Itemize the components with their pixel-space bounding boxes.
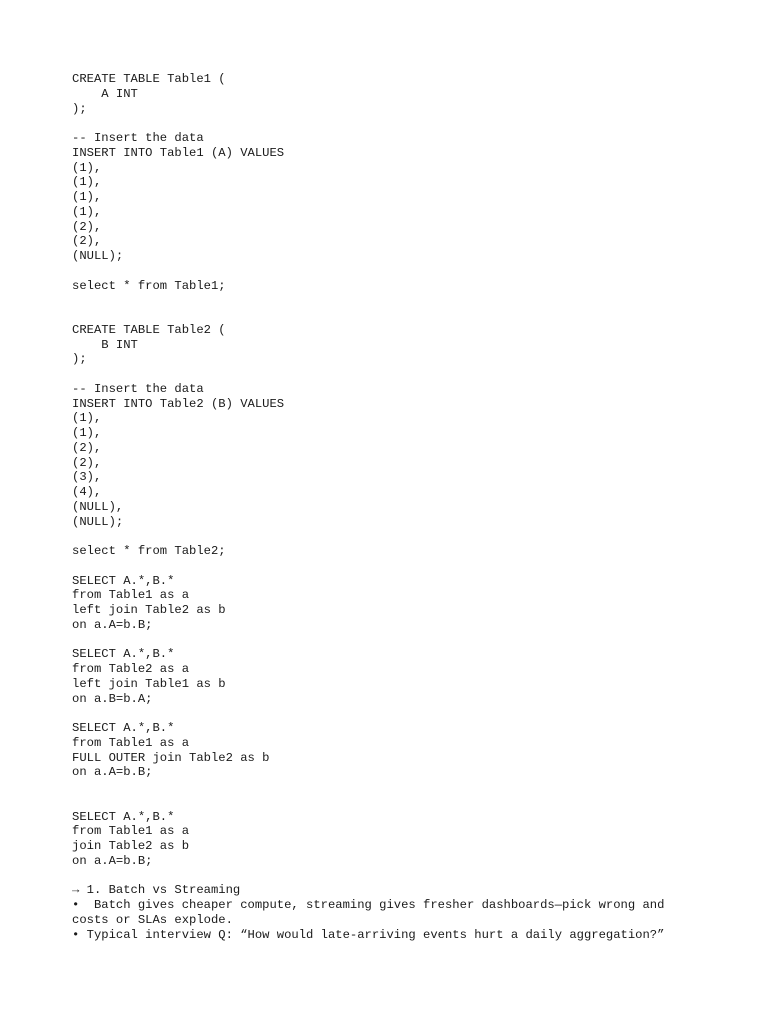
text-line: from Table1 as a	[72, 824, 190, 839]
text-line: left join Table2 as b	[72, 603, 226, 617]
text-line: A INT	[72, 86, 138, 101]
text-line: costs or SLAs explode.	[72, 912, 233, 927]
text-line: SELECT A.*,B.*	[72, 721, 175, 735]
text-line: CREATE TABLE Table1 (	[72, 72, 226, 86]
text-line: from Table2 as a	[72, 662, 190, 676]
text-line: );	[72, 101, 87, 116]
blank-line	[72, 869, 732, 884]
text-line: );	[72, 352, 87, 367]
text-line: INSERT INTO Table1 (A) VALUES	[72, 145, 285, 160]
text-line: from Table1 as a	[72, 588, 190, 603]
text-line: (1),	[72, 160, 102, 175]
blank-line	[72, 795, 732, 810]
text-line: (2),	[72, 440, 102, 455]
text-line: SELECT A.*,B.*	[72, 647, 175, 662]
text-line: (1),	[72, 204, 102, 219]
text-line: on a.A=b.B;	[72, 853, 153, 868]
blank-line	[72, 264, 732, 279]
text-line: (1),	[72, 411, 102, 426]
text-line: • Typical interview Q: “How would late-arriving events hurt a daily aggregation?”	[72, 927, 665, 942]
text-line: (2),	[72, 234, 102, 249]
text-line: (1),	[72, 190, 102, 204]
document-page	[72, 72, 732, 942]
text-line: (NULL);	[72, 249, 124, 263]
text-line: (2),	[72, 455, 102, 470]
text-line: on a.A=b.B;	[72, 617, 153, 632]
blank-line	[72, 529, 732, 544]
blank-line	[72, 559, 732, 574]
blank-line	[72, 308, 732, 323]
blank-line	[72, 116, 732, 131]
text-line: (2),	[72, 219, 102, 234]
text-line: → 1. Batch vs Streaming	[72, 883, 241, 898]
text-line: -- Insert the data	[72, 131, 204, 145]
text-line: CREATE TABLE Table2 (	[72, 322, 226, 337]
text-line: (NULL),	[72, 499, 124, 514]
text-line: on a.A=b.B;	[72, 765, 153, 780]
text-line: FULL OUTER join Table2 as b	[72, 750, 270, 765]
text-line: (3),	[72, 470, 102, 485]
text-line: select * from Table1;	[72, 278, 226, 293]
text-line: SELECT A.*,B.*	[72, 809, 175, 824]
text-line: (1),	[72, 175, 102, 190]
text-line: select * from Table2;	[72, 544, 226, 558]
blank-line	[72, 293, 732, 308]
text-line: • Batch gives cheaper compute, streaming gives fresher dashboards—pick wrong and	[72, 898, 665, 912]
text-line: -- Insert the data	[72, 381, 204, 396]
blank-line	[72, 367, 732, 382]
document-text	[72, 72, 732, 942]
text-line: from Table1 as a	[72, 735, 190, 750]
blank-line	[72, 633, 732, 648]
blank-line	[72, 706, 732, 721]
text-line: INSERT INTO Table2 (B) VALUES	[72, 396, 285, 411]
blank-line	[72, 780, 732, 795]
text-line: (4),	[72, 485, 102, 499]
text-line: left join Table1 as b	[72, 676, 226, 691]
text-line: join Table2 as b	[72, 839, 190, 853]
text-line: (1),	[72, 426, 102, 440]
text-line: on a.B=b.A;	[72, 691, 153, 706]
text-line: SELECT A.*,B.*	[72, 573, 175, 588]
text-line: B INT	[72, 337, 138, 352]
text-line: (NULL);	[72, 514, 124, 529]
